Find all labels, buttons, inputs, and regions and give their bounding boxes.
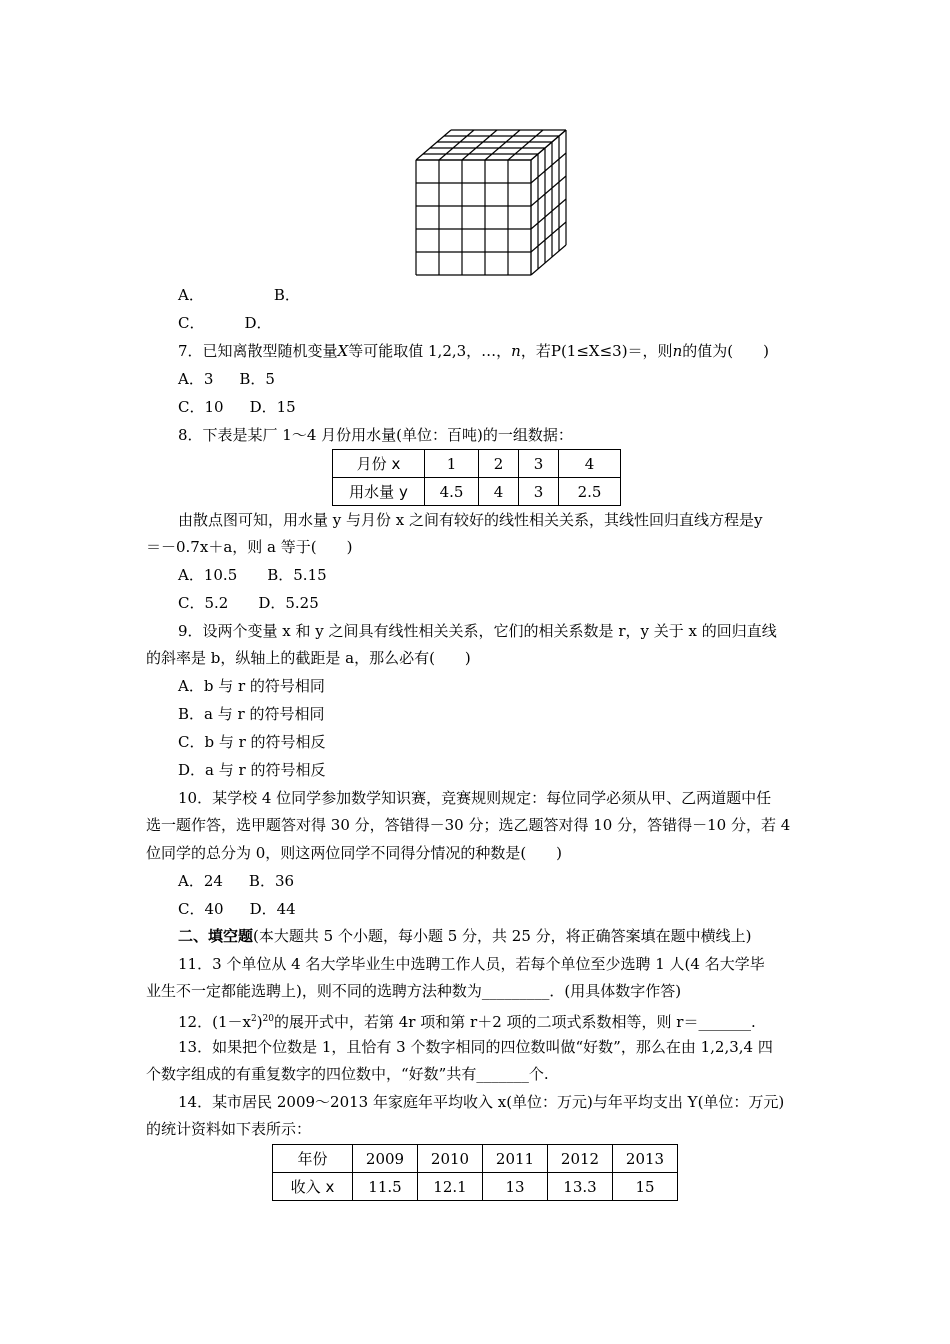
q14-text-line1: 14．某市居民 2009～2013 年家庭年平均收入 x(单位：万元)与年平均支出 Y(单位：万元) bbox=[178, 1093, 785, 1111]
cube-grid-line bbox=[416, 130, 451, 160]
table-cell: 2011 bbox=[483, 1145, 548, 1173]
q14-text-line2: 的统计资料如下表所示： bbox=[146, 1120, 312, 1138]
q7-probability: P(1≤X≤3)＝，则 bbox=[550, 342, 673, 360]
q7-choice-c: C．10 bbox=[178, 398, 224, 416]
q7-stem bbox=[178, 341, 769, 361]
table-header-month: 月份 x bbox=[333, 450, 425, 478]
q10-choices-row1 bbox=[178, 871, 294, 891]
cube-grid-line bbox=[485, 130, 520, 160]
q7-stem-part2: 等可能取值 1,2,3，…， bbox=[348, 342, 512, 360]
cube-grid-line bbox=[439, 130, 474, 160]
table-cell: 4 bbox=[479, 478, 519, 506]
table-cell: 3 bbox=[519, 450, 559, 478]
cube-grid-line bbox=[531, 222, 566, 252]
table-cell: 2013 bbox=[613, 1145, 678, 1173]
q8-text-line2: ＝－0.7x＋a，则 a 等于( ) bbox=[146, 538, 353, 556]
table-cell: 2012 bbox=[548, 1145, 613, 1173]
table-cell: 1 bbox=[425, 450, 479, 478]
table-cell: 12.1 bbox=[418, 1173, 483, 1201]
table-row bbox=[273, 1145, 678, 1173]
q8-choices-row2 bbox=[178, 593, 319, 613]
table-cell: 11.5 bbox=[353, 1173, 418, 1201]
cube-grid-line bbox=[531, 130, 566, 160]
q9-choice-c: C．b 与 r 的符号相反 bbox=[178, 733, 326, 751]
section2-desc: (本大题共 5 个小题，每小题 5 分，共 25 分，将正确答案填在题中横线上) bbox=[253, 927, 752, 945]
table-cell: 2 bbox=[479, 450, 519, 478]
q7-var-x: X bbox=[337, 342, 349, 360]
q7-var-n: n bbox=[511, 342, 521, 360]
q12-text bbox=[178, 1009, 756, 1032]
q9-choice-d: D．a 与 r 的符号相反 bbox=[178, 761, 326, 779]
q6-choices-row2 bbox=[178, 313, 272, 333]
q13-text-line2: 个数字组成的有重复数字的四位数中，“好数”共有_______个. bbox=[146, 1065, 549, 1083]
table-cell: 3 bbox=[519, 478, 559, 506]
q10-choice-a: A．24 bbox=[178, 872, 223, 890]
q7-stem-part1: 7．已知离散型随机变量 bbox=[178, 342, 338, 360]
table-header-year: 年份 bbox=[273, 1145, 353, 1173]
q14-income-table bbox=[272, 1144, 678, 1201]
table-cell: 4.5 bbox=[425, 478, 479, 506]
q8-choice-c: C．5.2 bbox=[178, 594, 229, 612]
cube-grid-line bbox=[531, 245, 566, 275]
q12-text-mid: ) bbox=[256, 1013, 263, 1031]
q11-text-line1: 11．3 个单位从 4 名大学毕业生中选聘工作人员，若每个单位至少选聘 1 人(4 名大学毕 bbox=[178, 955, 765, 973]
table-row bbox=[273, 1173, 678, 1201]
table-cell: 2010 bbox=[418, 1145, 483, 1173]
table-cell: 4 bbox=[559, 450, 621, 478]
q8-choices-row1 bbox=[178, 565, 327, 585]
q6-choice-b: B． bbox=[273, 286, 300, 304]
cube-grid-line bbox=[462, 130, 497, 160]
table-cell: 13.3 bbox=[548, 1173, 613, 1201]
table-header-income: 收入 x bbox=[273, 1173, 353, 1201]
q13-text-line1: 13．如果把个位数是 1，且恰有 3 个数字相同的四位数叫做“好数”，那么在由 1,2,3,4 四 bbox=[178, 1038, 773, 1056]
q9-choice-a: A．b 与 r 的符号相同 bbox=[178, 677, 325, 695]
q8-choice-a: A．10.5 bbox=[178, 566, 238, 584]
table-cell: 13 bbox=[483, 1173, 548, 1201]
q7-choice-a: A．3 bbox=[178, 370, 214, 388]
q9-text-line1: 9．设两个变量 x 和 y 之间具有线性相关关系，它们的相关系数是 r，y 关于 x 的回归直线 bbox=[178, 622, 777, 640]
q9-text-line2: 的斜率是 b，纵轴上的截距是 a，那么必有( ) bbox=[146, 649, 471, 667]
cube-grid-line bbox=[531, 153, 566, 183]
q10-choices-row2 bbox=[178, 899, 296, 919]
q7-stem-part4: 的值为( ) bbox=[682, 342, 769, 360]
q8-choice-d: D．5.25 bbox=[258, 594, 319, 612]
q8-stem: 8．下表是某厂 1～4 月份用水量(单位：百吨)的一组数据： bbox=[178, 426, 573, 444]
q12-exponent-inner: 2 bbox=[250, 1014, 257, 1024]
cube-grid-figure bbox=[400, 118, 580, 280]
table-cell: 2.5 bbox=[559, 478, 621, 506]
section2-heading bbox=[178, 926, 752, 946]
q8-water-table bbox=[332, 449, 621, 506]
q6-choice-d: D． bbox=[244, 314, 272, 332]
q7-choice-d: D．15 bbox=[249, 398, 296, 416]
q10-text-line1: 10．某学校 4 位同学参加数学知识赛，竞赛规则规定：每位同学必须从甲、乙两道题中任 bbox=[178, 789, 772, 807]
q7-choices-row2 bbox=[178, 397, 296, 417]
q7-var-n2: n bbox=[672, 342, 683, 360]
q6-choice-a: A． bbox=[178, 286, 204, 304]
table-row bbox=[333, 450, 621, 478]
q10-text-line3: 位同学的总分为 0，则这两位同学不同得分情况的种数是( ) bbox=[146, 844, 563, 862]
q6-choices-row1 bbox=[178, 285, 300, 305]
table-cell: 2009 bbox=[353, 1145, 418, 1173]
cube-grid-line bbox=[531, 176, 566, 206]
q12-text-post: 的展开式中，若第 4r 项和第 r＋2 项的二项式系数相等，则 r＝_______. bbox=[274, 1013, 756, 1031]
q12-text-pre: 12．(1－x bbox=[178, 1013, 251, 1031]
table-cell: 15 bbox=[613, 1173, 678, 1201]
q8-text-line1: 由散点图可知，用水量 y 与月份 x 之间有较好的线性相关关系，其线性回归直线方程是y bbox=[178, 511, 763, 529]
table-header-usage: 用水量 y bbox=[333, 478, 425, 506]
q7-stem-part3: ，若 bbox=[520, 342, 551, 360]
cube-grid-line bbox=[531, 199, 566, 229]
q8-choice-b: B．5.15 bbox=[267, 566, 327, 584]
q7-choices-row1 bbox=[178, 369, 275, 389]
section2-title: 二、填空题 bbox=[178, 927, 254, 945]
q10-choice-d: D．44 bbox=[249, 900, 296, 918]
q11-text-line2: 业生不一定都能选聘上)，则不同的选聘方法种数为_________．(用具体数字作答) bbox=[146, 982, 682, 1000]
q10-choice-c: C．40 bbox=[178, 900, 224, 918]
q6-choice-c: C． bbox=[178, 314, 205, 332]
table-row bbox=[333, 478, 621, 506]
q12-exponent-outer: 20 bbox=[262, 1014, 274, 1024]
q10-text-line2: 选一题作答，选甲题答对得 30 分，答错得－30 分；选乙题答对得 10 分，答错得－10 分，若 4 bbox=[146, 816, 791, 834]
q7-choice-b: B．5 bbox=[239, 370, 275, 388]
q9-choice-b: B．a 与 r 的符号相同 bbox=[178, 705, 325, 723]
q10-choice-b: B．36 bbox=[248, 872, 295, 890]
